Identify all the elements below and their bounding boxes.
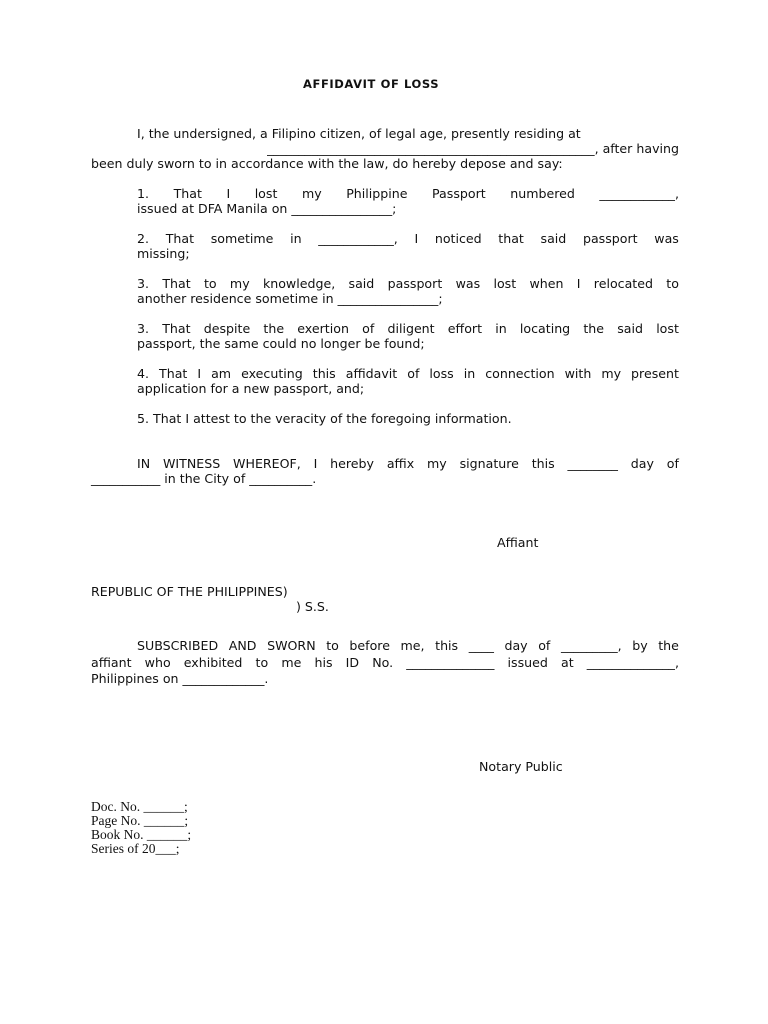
item-1-line-1 (137, 186, 679, 201)
doc-no: Doc. No. ______; (91, 799, 188, 814)
word: connection (485, 366, 555, 381)
word: of (538, 638, 551, 653)
word: lost (656, 321, 679, 336)
word: _________, (560, 638, 622, 653)
word: ______________ (406, 655, 495, 670)
word: to (203, 276, 217, 291)
item-5-line-2: application for a new passport, and; (137, 381, 365, 396)
word: me, (400, 638, 425, 653)
item-2-line-1 (137, 231, 679, 246)
jurat-line-2 (91, 655, 679, 670)
page-no: Page No. ______; (91, 813, 189, 828)
word: me (281, 655, 302, 670)
word: day (630, 456, 654, 471)
word: noticed (434, 231, 482, 246)
item-6-line-1: 5. That I attest to the veracity of the foregoing information. (137, 411, 512, 426)
word: affidavit (345, 366, 398, 381)
word: ______________, (586, 655, 679, 670)
word: in (495, 321, 507, 336)
word: 1. (137, 186, 150, 201)
item-4-line-2: passport, the same could no longer be found; (137, 336, 425, 351)
word: That (162, 321, 191, 336)
word: WHEREOF, (233, 456, 301, 471)
word: 3. (137, 321, 150, 336)
word: my (601, 366, 622, 381)
word: AND (228, 638, 257, 653)
word: That (165, 231, 195, 246)
word: effort (447, 321, 483, 336)
word: executing (241, 366, 303, 381)
word: to (255, 655, 269, 670)
word: locating (519, 321, 571, 336)
word: despite (203, 321, 251, 336)
word: ____________, (318, 231, 398, 246)
witness-line-2: ___________ in the City of __________. (91, 471, 317, 486)
word: by (632, 638, 648, 653)
word: this (312, 366, 336, 381)
word: day (504, 638, 528, 653)
word: 4. (137, 366, 150, 381)
word: in (290, 231, 302, 246)
word: I (313, 456, 318, 471)
word: I (576, 276, 581, 291)
word: in (463, 366, 476, 381)
series-of: Series of 20___; (91, 841, 180, 856)
word: my (229, 276, 250, 291)
word: ID (345, 655, 360, 670)
intro-line-1: I, the undersigned, a Filipino citizen, of legal age, presently residing at (137, 126, 581, 141)
word: of (407, 366, 420, 381)
word: exhibited (183, 655, 243, 670)
word: 3. (137, 276, 150, 291)
word: SUBSCRIBED (137, 638, 219, 653)
word: hereby (330, 456, 374, 471)
word: exertion (297, 321, 349, 336)
witness-line-1 (137, 456, 679, 471)
word: to (666, 276, 679, 291)
word: I (226, 186, 231, 201)
word: lost (254, 186, 278, 201)
word: said (540, 231, 567, 246)
word: relocated (593, 276, 653, 291)
word: that (498, 231, 524, 246)
word: when (529, 276, 564, 291)
jurat-line-1 (137, 638, 679, 653)
word: WITNESS (162, 456, 221, 471)
word: this (531, 456, 555, 471)
word: I (197, 366, 202, 381)
item-4-line-1 (137, 321, 679, 336)
word: at (561, 655, 574, 670)
word: to (326, 638, 339, 653)
notary-label: Notary Public (479, 759, 563, 774)
word: am (211, 366, 232, 381)
word: I (414, 231, 419, 246)
word: before (349, 638, 390, 653)
word: No. (372, 655, 394, 670)
word: That (162, 276, 191, 291)
word: That (173, 186, 202, 201)
word: sometime (210, 231, 274, 246)
word: affiant (91, 655, 132, 670)
intro-line-2: ____________________________________________________, after having (267, 141, 679, 156)
item-3-line-1 (137, 276, 679, 291)
word: affix (386, 456, 415, 471)
word: my (301, 186, 322, 201)
word: ____________, (599, 186, 679, 201)
word: IN (137, 456, 151, 471)
word: said (617, 321, 643, 336)
word: was (455, 276, 481, 291)
word: was (654, 231, 679, 246)
word: said (348, 276, 375, 291)
item-5-line-1 (137, 366, 679, 381)
word: SWORN (267, 638, 316, 653)
word: 2. (137, 231, 150, 246)
word: present (631, 366, 679, 381)
item-1-line-2: issued at DFA Manila on ________________; (137, 201, 397, 216)
word: with (564, 366, 592, 381)
book-no: Book No. ______; (91, 827, 192, 842)
document-title: AFFIDAVIT OF LOSS (303, 77, 440, 91)
item-3-line-2: another residence sometime in ________________; (137, 291, 443, 306)
word: issued (507, 655, 548, 670)
intro-line-3: been duly sworn to in accordance with the law, do hereby depose and say: (91, 156, 563, 171)
affiant-label: Affiant (497, 535, 539, 550)
word: of (362, 321, 375, 336)
word: That (159, 366, 188, 381)
word: the (583, 321, 605, 336)
word: passport (387, 276, 443, 291)
word: diligent (387, 321, 435, 336)
word: passport (582, 231, 638, 246)
word: Passport (432, 186, 486, 201)
word: ____ (468, 638, 494, 653)
word: knowledge, (262, 276, 336, 291)
republic-line: REPUBLIC OF THE PHILIPPINES) (91, 584, 288, 599)
word: the (263, 321, 285, 336)
word: ________ (567, 456, 618, 471)
item-2-line-2: missing; (137, 246, 190, 261)
word: this (435, 638, 459, 653)
jurat-line-3: Philippines on _____________. (91, 671, 269, 686)
word: lost (493, 276, 517, 291)
ss-line: ) S.S. (296, 599, 329, 614)
word: numbered (510, 186, 575, 201)
word: who (144, 655, 171, 670)
word: his (314, 655, 333, 670)
word: signature (459, 456, 519, 471)
word: Philippine (346, 186, 408, 201)
word: the (658, 638, 679, 653)
word: of (666, 456, 679, 471)
word: loss (429, 366, 454, 381)
word: my (427, 456, 447, 471)
